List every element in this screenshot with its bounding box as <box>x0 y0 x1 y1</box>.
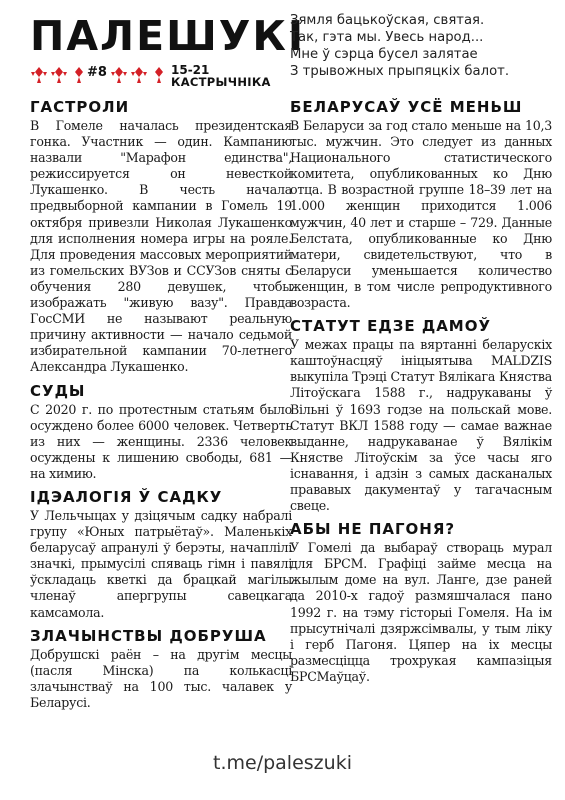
issue-dates <box>171 64 271 88</box>
newspaper-title: ПАЛЕШУКІ <box>30 12 306 60</box>
article-heading: ГАСТРОЛИ <box>30 98 130 116</box>
article-heading: СУДЫ <box>30 381 86 400</box>
article-text: У Гомелі да выбараў створаць мурал для БРСМ. Графіці займе месца на жылым доме на вул. Ланге, дзе раней да 2010-х гадоў размяшчалася пано 1992 г. на тэму гісторыі Гомеля. На ім прысутнічалі дзяржсімвалы, у тым ліку і герб Пагоня. Цяпер на іх месцы размесціцца трохрукая кампазіцыя БРСМаўцаў. <box>290 540 552 684</box>
poem-line: Зямля бацькоўская, святая. <box>290 13 485 28</box>
poem-line: З трывожных прыпяцкіх балот. <box>290 64 510 79</box>
masthead <box>30 10 306 92</box>
epigraph-poem <box>290 12 550 80</box>
article-text: У Лельчыцах у дзіцячым садку набралі групу «Юных патрыётаў». Маленькіх беларусаў апранулі ў берэты, начаплілі значкі, прымусілі спяваць гімн і павялі ўскладаць кветкі да брацкай магілы членаў апергрупы савецкага камсамола. <box>30 507 292 620</box>
poem-line: Так, гэта мы. Увесь народ... <box>290 30 484 45</box>
article-heading: БЕЛАРУСАЎ УСЁ МЕНЬШ <box>290 98 523 116</box>
article-text: С 2020 г. по протестным статьям было осуждено более 6000 человек. Четверть из них — женщины. 2336 человек осуждены к лишению свободы, 681 — на химию. <box>30 401 292 481</box>
article-text: В Гомеле началась президентская гонка. Участник — один. Кампанию назвали "Марафон единства", режиссируется он невесткой Лукашенко. В честь начала предвыборной кампании в Гомель 19 октября привезли Николая Лукашенко для исполнения номера игры на рояле. Для проведения массовых мероприятий из гомельских ВУЗов и ССУЗов сняты с обучения 280 девушек, чтобы изображать "живую вазу". Правда ГосСМИ не называют реальную причину активности — начало седьмой избирательной кампании 70-летнего Александра Лукашенко. <box>30 118 292 375</box>
poem-line: Мне ў сэрца бусел залятае <box>290 47 478 62</box>
ornament-icon <box>30 66 88 84</box>
right-column <box>290 98 552 685</box>
left-column <box>30 98 292 711</box>
ornament-icon <box>110 66 168 84</box>
article-heading: ІДЭАЛОГІЯ Ў САДКУ <box>30 487 223 506</box>
article-heading: АБЫ НЕ ПАГОНЯ? <box>290 520 456 539</box>
article-text: Добрушскі раён – на другім месцы (пасля Мінска) па колькасці злачынстваў на 100 тыс. чалавек у Беларусі. <box>30 646 292 710</box>
month: КАСТРЫЧНІКА <box>171 75 271 89</box>
article-text: В Беларуси за год стало меньше на 10,3 тыс. мужчин. Это следует из данных Национального статистического комитета, опубликованных ко Дню отца. В возрастной группе 18–39 лет на 1.000 женщин приходится 1.006 мужчин, 40 лет и старше – 729. Данные Белстата, опубликованные ко Дню матери, свидетельствуют, что в Беларуси уменьшается количество женщин, в том числе репродуктивного возраста. <box>290 118 552 311</box>
date-range: 15-21 <box>171 63 210 77</box>
telegram-link[interactable]: t.me/paleszuki <box>213 752 352 774</box>
issue-number: #8 <box>87 65 107 80</box>
article-heading: ЗЛАЧЫНСТВЫ ДОБРУША <box>30 626 267 645</box>
article-text: У межах працы па вяртанні беларускіх каштоўнасцяў ініцыятыва MALDZIS выкупіла Трэці Статут Вялікага Княства Літоўскага 1588 г., надрукаваны ў Вільні ў 1693 годзе на польскай мове. Статут ВКЛ 1588 году — самае важнае выданне, надрукаванае ў Вялікім Княстве Літоўскім за ўсе часы яго існавання, і адзін з самых дасканалых прававых дакументаў у тагачасным свеце. <box>290 337 552 514</box>
article-heading: СТАТУТ ЕДЗЕ ДАМОЎ <box>290 317 492 336</box>
